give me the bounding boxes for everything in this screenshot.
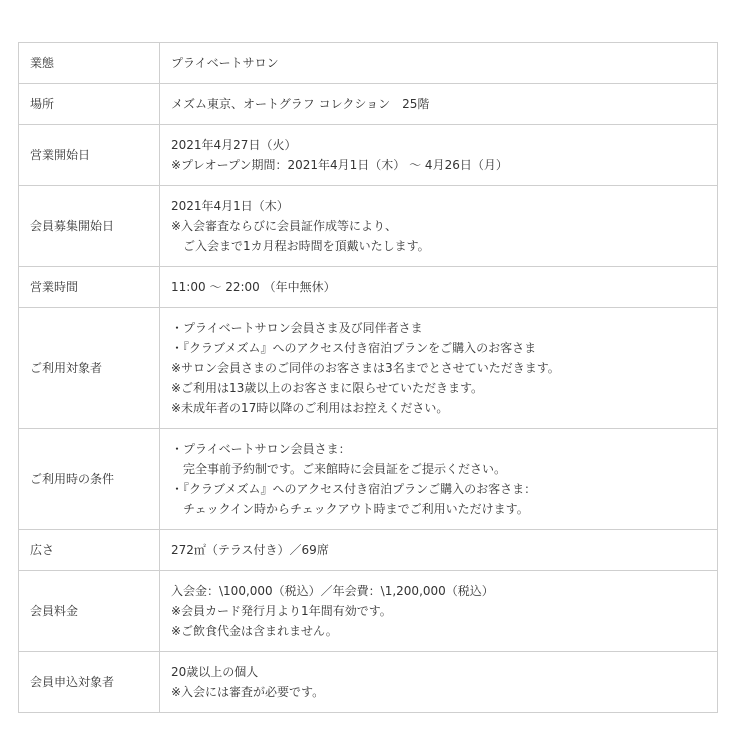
- row-value: [160, 125, 718, 186]
- row-value: [160, 530, 718, 571]
- row-label: 場所: [19, 84, 160, 125]
- row-label: 広さ: [19, 530, 160, 571]
- value-line: ・『クラブメズム』へのアクセス付き宿泊プランをご購入のお客さま: [171, 341, 537, 355]
- table-row: [19, 429, 718, 530]
- row-label: ご利用時の条件: [19, 429, 160, 530]
- row-value: [160, 429, 718, 530]
- row-label: 会員料金: [19, 571, 160, 652]
- value-line: ※未成年者の17時以降のご利用はお控えください。: [171, 401, 449, 415]
- table-row: [19, 652, 718, 713]
- value-line: 2021年4月1日（木）: [171, 199, 289, 213]
- row-label: 業態: [19, 43, 160, 84]
- value-line: ※ご飲食代金は含まれません。: [171, 624, 338, 638]
- table-row: [19, 308, 718, 429]
- value-line: ※入会審査ならびに会員証作成等により、: [171, 219, 398, 233]
- row-value: [160, 308, 718, 429]
- value-line: ・『クラブメズム』へのアクセス付き宿泊プランご購入のお客さま：: [171, 482, 537, 496]
- row-value: [160, 186, 718, 267]
- value-line: ※入会には審査が必要です。: [171, 685, 325, 699]
- value-line: チェックイン時からチェックアウト時までご利用いただけます。: [171, 502, 529, 516]
- value-line: ※サロン会員さまのご同伴のお客さまは3名までとさせていただきます。: [171, 361, 560, 375]
- value-line: 20歳以上の個人: [171, 665, 259, 679]
- row-label: 営業開始日: [19, 125, 160, 186]
- table-row: [19, 530, 718, 571]
- row-label: 会員申込対象者: [19, 652, 160, 713]
- table-row: [19, 267, 718, 308]
- value-line: ご入会まで1カ月程お時間を頂戴いたします。: [171, 239, 430, 253]
- row-label: 営業時間: [19, 267, 160, 308]
- row-value: [160, 267, 718, 308]
- info-table-wrapper: [18, 42, 718, 713]
- value-line: 完全事前予約制です。ご来館時に会員証をご提示ください。: [171, 462, 507, 476]
- row-value: [160, 84, 718, 125]
- value-line: ※ご利用は13歳以上のお客さまに限らせていただきます。: [171, 381, 484, 395]
- table-row: [19, 125, 718, 186]
- value-line: 2021年4月27日（火）: [171, 138, 297, 152]
- value-line: 11:00 ～ 22:00 （年中無休）: [171, 280, 336, 294]
- row-label: ご利用対象者: [19, 308, 160, 429]
- table-row: [19, 186, 718, 267]
- value-line: ※会員カード発行月より1年間有効です。: [171, 604, 392, 618]
- salon-info-table: [18, 42, 718, 713]
- value-line: 272㎡（テラス付き）／69席: [171, 543, 329, 557]
- row-label: 会員募集開始日: [19, 186, 160, 267]
- value-line: プライベートサロン: [171, 56, 279, 70]
- info-table-body: [19, 43, 718, 713]
- value-line: メズム東京、オートグラフ コレクション 25階: [171, 97, 430, 111]
- row-value: [160, 652, 718, 713]
- table-row: [19, 571, 718, 652]
- value-line: ※プレオープン期間：2021年4月1日（木） ～ 4月26日（月）: [171, 158, 508, 172]
- table-row: [19, 43, 718, 84]
- value-line: 入会金：\100,000（税込）／年会費：\1,200,000（税込）: [171, 584, 494, 598]
- value-line: ・プライベートサロン会員さま：: [171, 442, 351, 456]
- value-line: ・プライベートサロン会員さま及び同伴者さま: [171, 321, 423, 335]
- row-value: [160, 571, 718, 652]
- row-value: [160, 43, 718, 84]
- table-row: [19, 84, 718, 125]
